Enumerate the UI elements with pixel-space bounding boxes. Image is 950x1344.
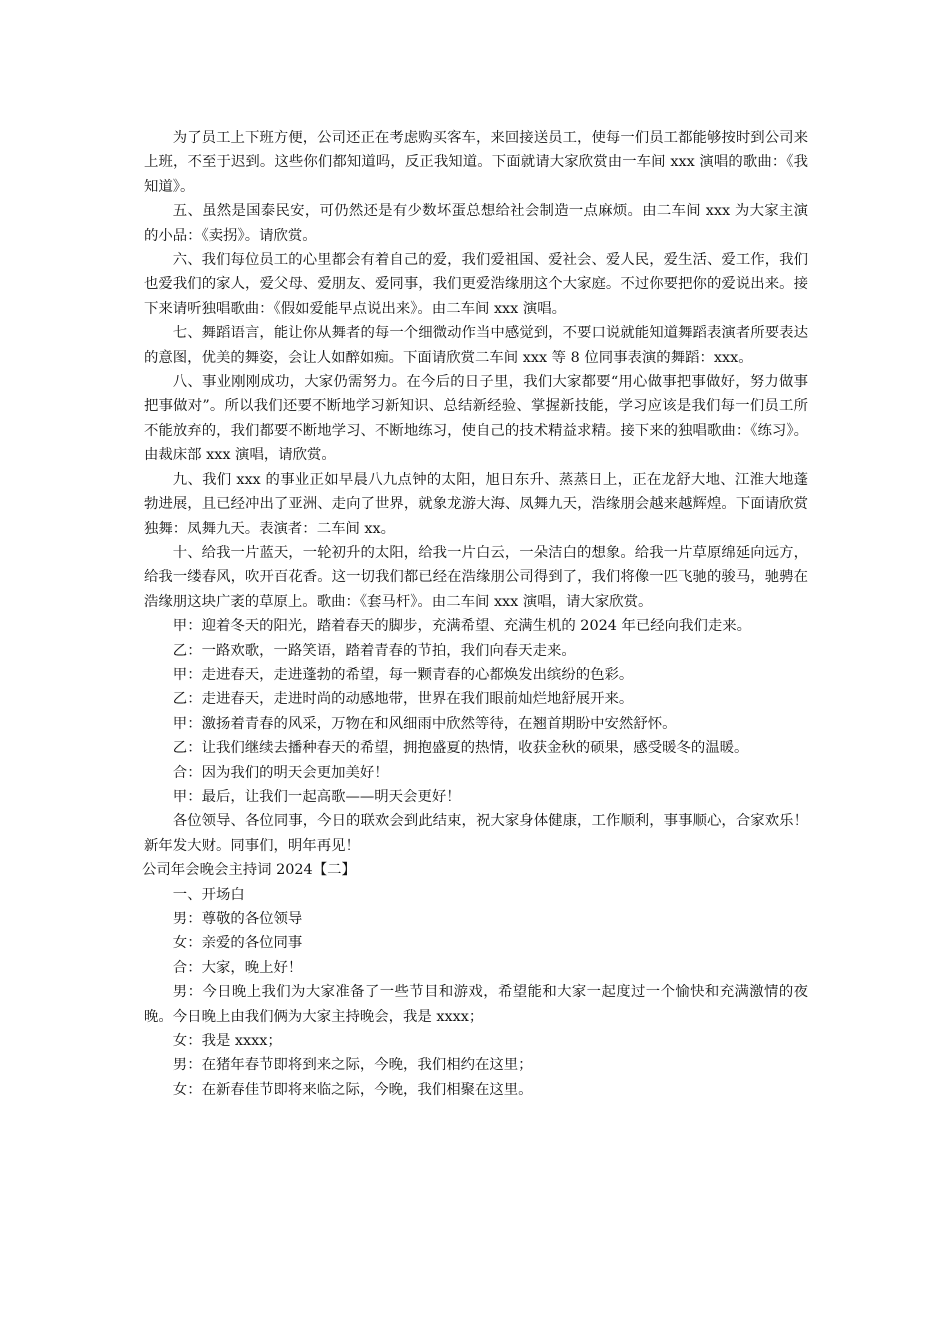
document-body — [144, 126, 808, 1102]
paragraph: 甲：激扬着青春的风采，万物在和风细雨中欣然等待，在翘首期盼中安然舒怀。 — [172, 715, 677, 732]
paragraph: 一、开场白 — [172, 886, 245, 903]
paragraph: 各位领导、各位同事，今日的联欢会到此结束，祝大家身体健康，工作顺利，事事顺心，合家欢乐！新年发大财。同事们，明年再见！ — [144, 813, 808, 854]
paragraph: 男：在猪年春节即将到来之际，今晚，我们相约在这里； — [172, 1057, 533, 1074]
paragraph: 合：大家，晚上好！ — [172, 959, 303, 976]
paragraph: 女：亲爱的各位同事 — [172, 935, 303, 952]
paragraph: 为了员工上下班方便，公司还正在考虑购买客车，来回接送员工，使每一们员工都能够按时到公司来上班，不至于迟到。这些你们都知道吗，反正我知道。下面就请大家欣赏由一车间 xxx 演唱的歌曲：《我知道》。 — [144, 130, 808, 195]
paragraph: 八、事业刚刚成功，大家仍需努力。在今后的日子里，我们大家都要“用心做事把事做好，努力做事把事做对”。所以我们还要不断地学习新知识、总结新经验、掌握新技能，学习应该是我们每一们员工所不能放弃的，我们都要不断地学习、不断地练习，使自己的技术精益求精。接下来的独唱歌曲：《练习》。由裁床部 xxx 演唱，请欣赏。 — [144, 374, 808, 464]
paragraph: 十、给我一片蓝天，一轮初升的太阳，给我一片白云，一朵洁白的想象。给我一片草原绵延向远方，给我一缕春风，吹开百花香。这一切我们都已经在浩缘朋公司得到了，我们将像一匹飞驰的骏马，驰骋在浩缘朋这块广袤的草原上。歌曲：《套马杆》。由二车间 xxx 演唱，请大家欣赏。 — [144, 544, 808, 610]
paragraph: 甲：迎着冬天的阳光，踏着春天的脚步，充满希望、充满生机的 2024 年已经向我们走来。 — [172, 618, 752, 635]
paragraph: 五、虽然是国泰民安，可仍然还是有少数坏蛋总想给社会制造一点麻烦。由二车间 xxx 为大家主演的小品：《卖拐》。请欣赏。 — [144, 203, 808, 244]
paragraph: 男：今日晚上我们为大家准备了一些节目和游戏，希望能和大家一起度过一个愉快和充满激情的夜晚。今日晚上由我们俩为大家主持晚会，我是 xxxx； — [144, 984, 808, 1025]
paragraph: 六、我们每位员工的心里都会有着自己的爱，我们爱祖国、爱社会、爱人民，爱生活、爱工作，我们也爱我们的家人，爱父母、爱朋友、爱同事，我们更爱浩缘朋这个大家庭。不过你要把你的爱说出来。接下来请听独唱歌曲：《假如爱能早点说出来》。由二车间 xxx 演唱。 — [144, 252, 808, 317]
paragraph: 女：我是 xxxx； — [172, 1033, 282, 1050]
paragraph: 乙：一路欢歌，一路笑语，踏着青春的节拍，我们向春天走来。 — [172, 642, 576, 659]
paragraph: 甲：最后，让我们一起高歌——明天会更好！ — [172, 788, 461, 805]
section-heading: 公司年会晚会主持词 2024【二】 — [142, 862, 356, 879]
paragraph: 合：因为我们的明天会更加美好！ — [172, 764, 389, 781]
paragraph: 七、舞蹈语言，能让你从舞者的每一个细微动作当中感觉到，不要口说就能知道舞蹈表演者所要表达的意图，优美的舞姿，会让人如醉如痴。下面请欣赏二车间 xxx 等 8 位同事表演的舞蹈：xxx。 — [144, 325, 808, 366]
paragraph: 乙：让我们继续去播种春天的希望，拥抱盛夏的热情，收获金秋的硕果，感受暖冬的温暖。 — [172, 740, 749, 757]
paragraph: 九、我们 xxx 的事业正如早晨八九点钟的太阳，旭日东升、蒸蒸日上，正在龙舒大地、江淮大地蓬勃进展，且已经冲出了亚洲、走向了世界，就象龙游大海、凤舞九天，浩缘朋会越来越辉煌。下面请欣赏独舞：凤舞九天。表演者：二车间 xx。 — [144, 471, 808, 537]
paragraph: 乙：走进春天，走进时尚的动感地带，世界在我们眼前灿烂地舒展开来。 — [172, 691, 634, 708]
paragraph: 甲：走进春天，走进蓬勃的希望，每一颗青春的心都焕发出缤纷的色彩。 — [172, 666, 634, 683]
paragraph: 女：在新春佳节即将来临之际，今晚，我们相聚在这里。 — [172, 1081, 533, 1098]
paragraph: 男：尊敬的各位领导 — [172, 911, 303, 927]
